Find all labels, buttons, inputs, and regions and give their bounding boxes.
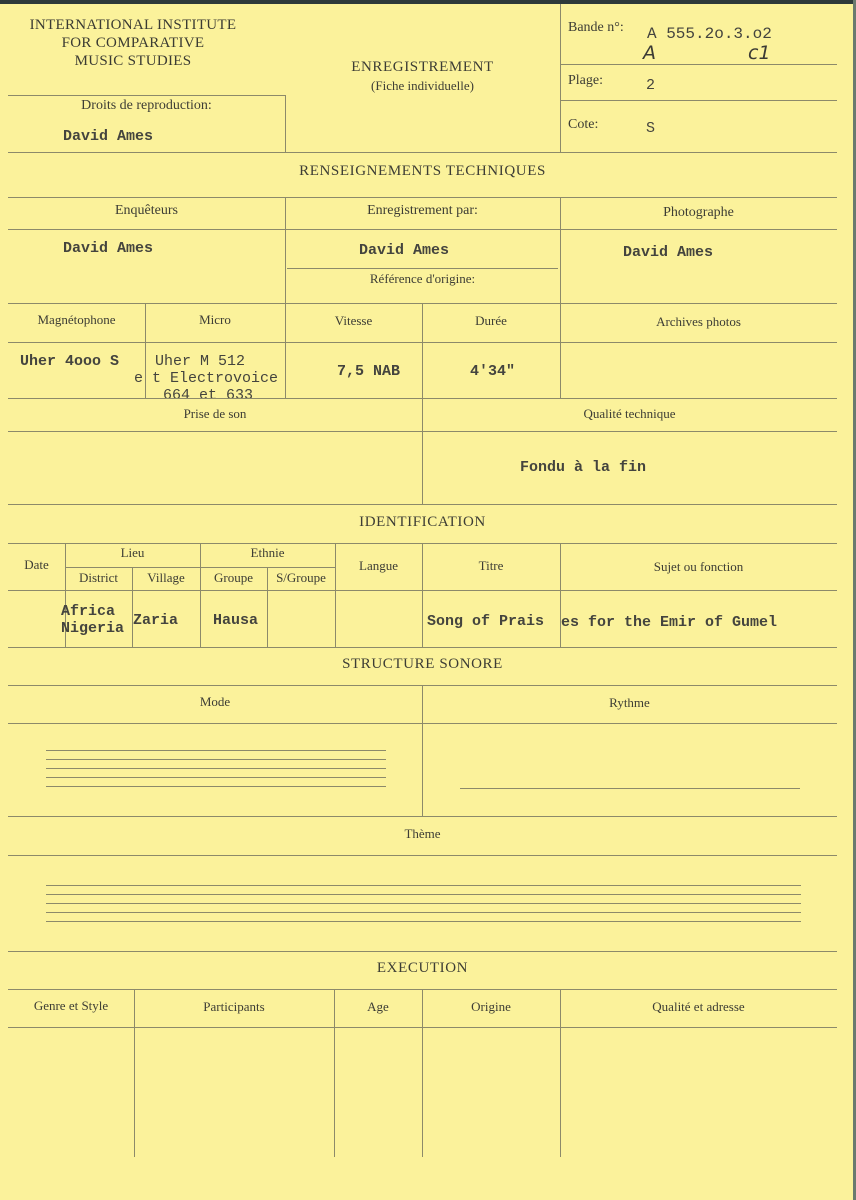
enregistrement-par-label: Enregistrement par: bbox=[367, 203, 478, 218]
rythme-label: Rythme bbox=[609, 695, 650, 710]
groupe-label: Groupe bbox=[214, 570, 253, 585]
reference-origine-label: Référence d'origine: bbox=[369, 271, 476, 286]
institute-line-2: FOR COMPARATIVE bbox=[61, 35, 205, 51]
ethnie-label: Ethnie bbox=[250, 545, 285, 560]
bande-handwritten-a: A bbox=[643, 42, 656, 64]
genre-style-label: Genre et Style bbox=[33, 998, 109, 1013]
micro-value-line-2: t Electrovoice bbox=[152, 370, 279, 387]
vitesse-label: Vitesse bbox=[334, 313, 373, 328]
form-title: ENREGISTREMENT bbox=[351, 59, 494, 75]
photographe-label: Photographe bbox=[663, 205, 734, 220]
cote-label: Cote: bbox=[568, 117, 599, 132]
section-execution-title: EXECUTION bbox=[376, 960, 469, 976]
micro-label: Micro bbox=[199, 312, 231, 327]
groupe-value: Hausa bbox=[213, 612, 259, 629]
sujet-fonction-label: Sujet ou fonction bbox=[653, 559, 744, 574]
langue-label: Langue bbox=[359, 558, 398, 573]
section-identification-title: IDENTIFICATION bbox=[359, 514, 486, 530]
rights-label: Droits de reproduction: bbox=[81, 98, 212, 113]
institute-name bbox=[8, 16, 258, 70]
age-label: Age bbox=[367, 999, 389, 1014]
cote-value: S bbox=[646, 120, 656, 137]
section-technical-title: RENSEIGNEMENTS TECHNIQUES bbox=[299, 163, 546, 179]
date-label: Date bbox=[24, 557, 49, 572]
micro-value-prefix: e bbox=[134, 370, 144, 387]
sgroupe-label: S/Groupe bbox=[276, 570, 326, 585]
enregistrement-par-value: David Ames bbox=[359, 242, 450, 259]
bande-handwritten-c1: c1 bbox=[748, 42, 771, 64]
form-subtitle: (Fiche individuelle) bbox=[371, 78, 474, 93]
titre-value: Song of Prais bbox=[427, 613, 545, 630]
village-label: Village bbox=[147, 570, 185, 585]
district-value-line-1: Africa bbox=[61, 603, 116, 620]
village-value: Zaria bbox=[133, 612, 179, 629]
enqueteurs-label: Enquêteurs bbox=[115, 203, 178, 218]
archives-photos-label: Archives photos bbox=[656, 314, 741, 329]
duree-value: 4'34" bbox=[470, 363, 516, 380]
theme-label: Thème bbox=[404, 826, 441, 841]
sujet-fonction-value: es for the Emir of Gumel bbox=[561, 614, 778, 631]
magnetophone-value: Uher 4ooo S bbox=[20, 353, 120, 370]
qualite-technique-label: Qualité technique bbox=[583, 406, 676, 421]
institute-line-1: INTERNATIONAL INSTITUTE bbox=[29, 17, 237, 33]
card-top-edge bbox=[0, 0, 856, 4]
duree-label: Durée bbox=[475, 313, 507, 328]
plage-label: Plage: bbox=[568, 73, 603, 88]
micro-value-line-3: 664 et 633 bbox=[163, 387, 254, 398]
bande-value: A 555.2o.3.o2 bbox=[647, 25, 772, 43]
micro-value-line-1: Uher M 512 bbox=[155, 353, 246, 370]
section-structure-title: STRUCTURE SONORE bbox=[342, 656, 503, 672]
magnetophone-label: Magnétophone bbox=[37, 312, 116, 327]
participants-label: Participants bbox=[203, 999, 265, 1014]
plage-value: 2 bbox=[646, 77, 656, 94]
rights-value: David Ames bbox=[63, 128, 154, 145]
prise-de-son-label: Prise de son bbox=[183, 406, 247, 421]
vitesse-value: 7,5 NAB bbox=[337, 363, 401, 380]
bande-label: Bande n°: bbox=[568, 20, 624, 35]
mode-label: Mode bbox=[199, 694, 231, 709]
district-value-line-2: Nigeria bbox=[61, 620, 125, 637]
qualite-technique-value: Fondu à la fin bbox=[520, 459, 647, 476]
lieu-label: Lieu bbox=[120, 545, 145, 560]
qualite-adresse-label: Qualité et adresse bbox=[652, 999, 745, 1014]
enqueteurs-value: David Ames bbox=[63, 240, 154, 257]
titre-label: Titre bbox=[478, 558, 504, 573]
district-label: District bbox=[79, 570, 118, 585]
origine-label: Origine bbox=[471, 999, 511, 1014]
institute-line-3: MUSIC STUDIES bbox=[74, 53, 192, 69]
photographe-value: David Ames bbox=[623, 244, 714, 261]
